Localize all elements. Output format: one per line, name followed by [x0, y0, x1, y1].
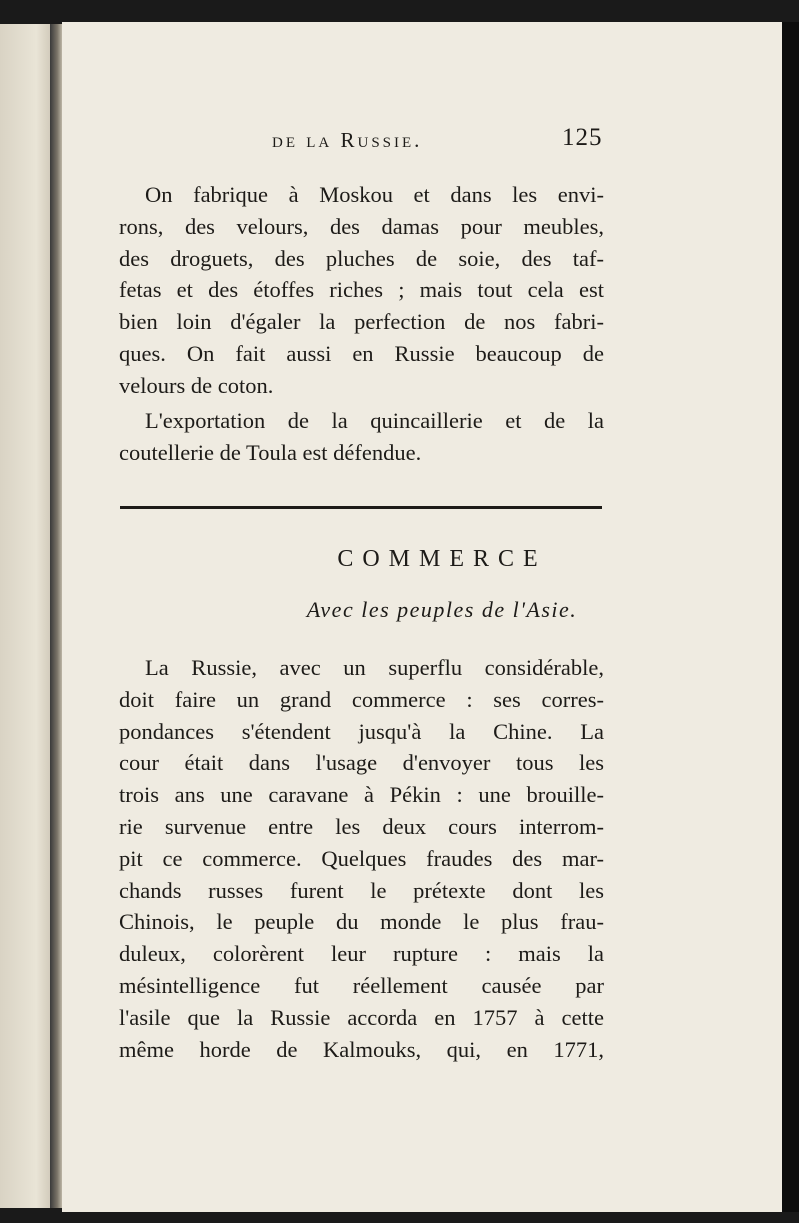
paragraph-export: [119, 405, 604, 469]
text-line: Chinois, le peuple du monde le plus frau-: [119, 909, 604, 935]
scan-border: [782, 22, 799, 1212]
section-subtitle: Avec les peuples de l'Asie.: [306, 597, 578, 622]
text-line: fetas et des étoffes riches ; mais tout cela est: [119, 277, 604, 303]
text-line: ques. On fait aussi en Russie beaucoup de: [119, 340, 604, 366]
section-title: COMMERCE: [337, 546, 547, 572]
text-line: l'asile que la Russie accorda en 1757 à cette: [119, 1004, 604, 1030]
text-line: rie survenue entre les deux cours interrom-: [119, 813, 604, 839]
paragraph-commerce: [119, 652, 604, 1065]
text-line: L'exportation de la quincaillerie et de la: [145, 408, 604, 433]
text-line: coutellerie de Toula est défendue.: [119, 439, 422, 465]
text-line: même horde de Kalmouks, qui, en 1771,: [119, 1036, 604, 1062]
book-page: [62, 22, 782, 1212]
page-number: 125: [562, 124, 603, 151]
text-line: On fabrique à Moskou et dans les envi-: [145, 182, 604, 207]
text-line: rons, des velours, des damas pour meubles,: [119, 213, 604, 239]
text-line: pondances s'étendent jusqu'à la Chine. La: [119, 718, 604, 744]
text-line: trois ans une caravane à Pékin : une brouille-: [119, 782, 604, 808]
text-line: duleux, colorèrent leur rupture : mais la: [119, 941, 604, 967]
text-line: La Russie, avec un superflu considérable,: [145, 655, 604, 680]
running-title: de la Russie.: [272, 128, 423, 152]
paragraph-fabrics: [119, 179, 604, 402]
text-line: velours de coton.: [119, 372, 274, 398]
text-line: cour était dans l'usage d'envoyer tous les: [119, 750, 604, 776]
text-line: doit faire un grand commerce : ses corres-: [119, 686, 604, 712]
section-divider: [120, 506, 602, 509]
facing-page-edge: [0, 24, 52, 1208]
text-line: des droguets, des pluches de soie, des taf-: [119, 245, 604, 271]
text-line: pit ce commerce. Quelques fraudes des mar-: [119, 845, 604, 871]
running-head: [62, 122, 782, 162]
book-spine: [50, 24, 62, 1208]
text-line: chands russes furent le prétexte dont les: [119, 877, 604, 903]
text-line: bien loin d'égaler la perfection de nos fabri-: [119, 309, 604, 335]
text-line: mésintelligence fut réellement causée par: [119, 972, 604, 998]
